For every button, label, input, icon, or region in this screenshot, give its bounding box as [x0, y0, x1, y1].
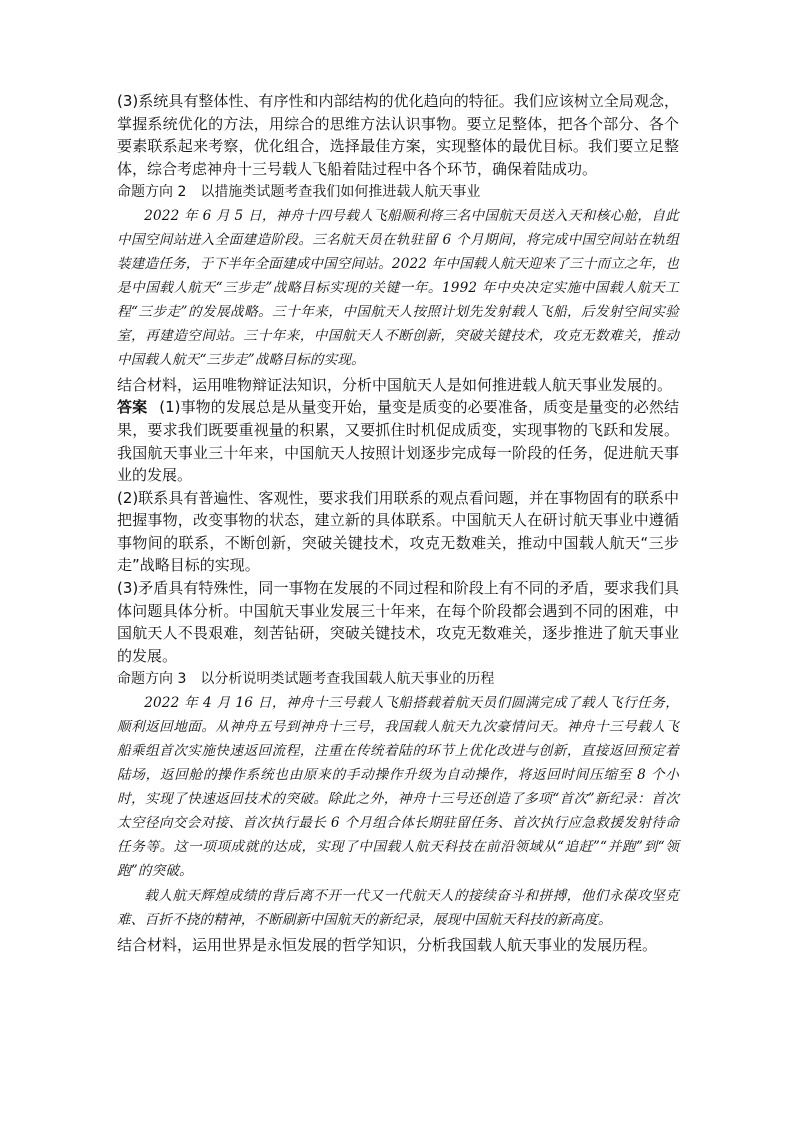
direction-2-answer-2: (2)联系具有普遍性、客观性，要求我们用联系的观点看问题，并在事物固有的联系中把握事物，改变事物的状态，建立新的具体联系。中国航天人在研讨航天事业中遵循事物间的联系，不断创新，突破关键技术，攻克无数难关，推动中国载人航天“三步走”战略目标的实现。: [117, 488, 679, 575]
answer-label: 答案: [117, 398, 148, 417]
direction-3-material-1: 2022 年 4 月 16 日，神舟十三号载人飞船搭载着航天员们圆满完成了载人飞行任务，顺利返回地面。从神舟五号到神舟十三号，我国载人航天九次豪情问天。神舟十三号载人飞船乘组首次实施快速返回流程，注重在传统着陆的环节上优化改进与创新，直接返回预定着陆场，返回舱的操作系统也由原来的手动操作升级为自动操作，将返回时间压缩至 8 个小时，实现了快速返回技术的突破。除此之外，神舟十三号还创造了多项“首次”新纪录：首次太空径向交会对接、首次执行最长 6 个月组合体长期驻留任务、首次执行应急救援发射待命任务等。这一项项成就的达成，实现了中国载人航天科技在前沿领域从“追赶”“并跑”到“领跑”的突破。: [117, 695, 679, 879]
direction-3-heading: 命题方向 3 以分析说明类试题考查我国载人航天事业的历程: [117, 671, 495, 688]
direction-2-heading: 命题方向 2 以措施类试题考查我们如何推进载人航天事业: [117, 184, 481, 201]
direction-3-material-2: 载人航天辉煌成绩的背后离不开一代又一代航天人的接续奋斗和拼搏，他们永葆攻坚克难、百折不挠的精神，不断刷新中国航天的新纪录，展现中国航天科技的新高度。: [117, 887, 679, 928]
direction-2-answer-3: (3)矛盾具有特殊性，同一事物在发展的不同过程和阶段上有不同的矛盾，要求我们具体问题具体分析。中国航天事业发展三十年来，在每个阶段都会遇到不同的困难，中国航天人不畏艰难，刻苦钻研，突破关键技术，攻克无数难关，逐步推进了航天事业的发展。: [117, 579, 679, 665]
direction-3-question: 结合材料，运用世界是永恒发展的哲学知识，分析我国载人航天事业的发展历程。: [117, 935, 658, 954]
direction-2-answer-1: [117, 396, 679, 486]
direction-2-question: 结合材料，运用唯物辩证法知识，分析中国航天人是如何推进载人航天事业发展的。: [117, 375, 673, 394]
answer-point-1: (1)事物的发展总是从量变开始，量变是质变的必要准备，质变是量变的必然结果，要求我们既要重视量的积累，又要抓住时机促成质变，实现事物的飞跃和发展。我国航天事业三十年来，中国航天人按照计划逐步完成每一阶段的任务，促进航天事业的发展。: [117, 398, 679, 485]
answer-point-3-system: (3)系统具有整体性、有序性和内部结构的优化趋向的特征。我们应该树立全局观念，掌握系统优化的方法，用综合的思维方法认识事物。要立足整体，把各个部分、各个要素联系起来考察，优化组合，选择最佳方案，实现整体的最优目标。我们要立足整体，综合考虑神舟十三号载人飞船着陆过程中各个环节，确保着陆成功。: [117, 92, 679, 178]
direction-2-material: 2022 年 6 月 5 日，神舟十四号载人飞船顺利将三名中国航天员送入天和核心舱，自此中国空间站进入全面建造阶段。三名航天员在轨驻留 6 个月期间，将完成中国空间站在轨组装建造任务，于下半年全面建成中国空间站。2022 年中国载人航天迎来了三十而立之年，也是中国载人航天“三步走”战略目标实现的关键一年。1992 年中央决定实施中国载人航天工程“三步走”的发展战略。三十年来，中国航天人按照计划先发射载人飞船，后发射空间实验室，再建造空间站。三十年来，中国航天人不断创新，突破关键技术，攻克无数难关，推动中国载人航天“三步走”战略目标的实现。: [117, 208, 679, 368]
document-body: [117, 90, 679, 956]
